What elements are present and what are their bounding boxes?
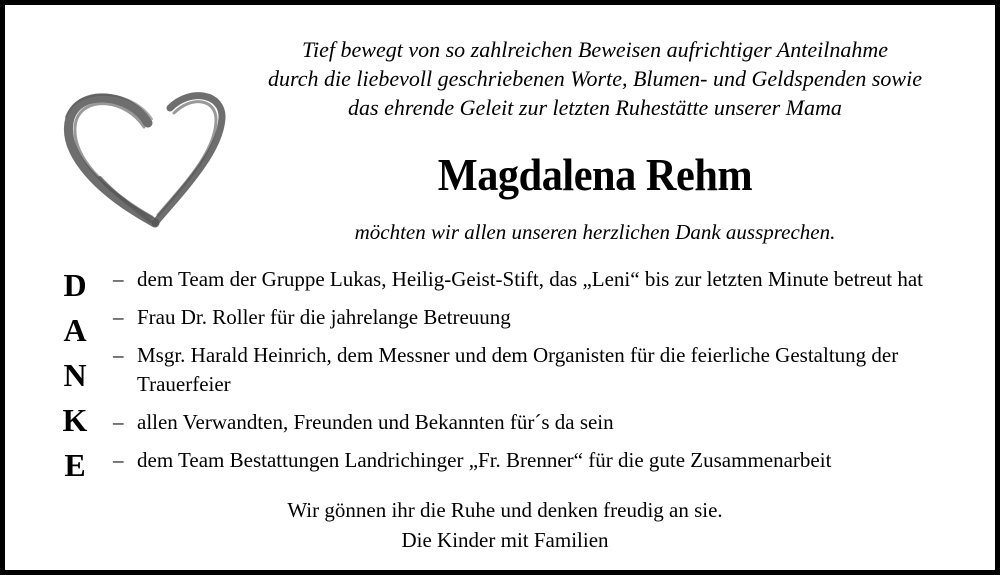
dash: – [113, 343, 124, 367]
danke-letter: A [63, 312, 87, 348]
closing-line: Wir gönnen ihr die Ruhe und denken freudig an sie. [287, 498, 723, 522]
list-item-text: Msgr. Harald Heinrich, dem Messner und dem Organisten für die feierliche Gestaltung der Trauerfeier [137, 343, 899, 396]
danke-vertical [55, 263, 95, 488]
dash: – [113, 410, 124, 434]
danke-letter: K [62, 402, 88, 438]
dash: – [113, 267, 124, 291]
intro-line: durch die liebevoll geschriebenen Worte, Blumen- und Geldspenden sowie [268, 66, 922, 91]
deceased-name: Magdalena Rehm [437, 149, 753, 200]
list-item [113, 341, 993, 399]
list-item [113, 265, 993, 294]
heart-icon [60, 83, 240, 233]
dash: – [113, 448, 124, 472]
dash: – [113, 305, 124, 329]
list-item-text: dem Team der Gruppe Lukas, Heilig-Geist-Stift, das „Leni“ bis zur letzten Minute betreut hat [137, 267, 923, 291]
list-item [113, 408, 993, 437]
danke-letter: N [63, 357, 87, 393]
signature: Die Kinder mit Familien [401, 528, 609, 552]
intro-line: Tief bewegt von so zahlreichen Beweisen aufrichtiger Anteilnahme [302, 37, 888, 62]
list-item-text: dem Team Bestattungen Landrichinger „Fr. Brenner“ für die gute Zusammenarbeit [137, 448, 832, 472]
intro-text [245, 35, 945, 122]
closing [105, 495, 905, 555]
list-item-text: allen Verwandten, Freunden und Bekannten für´s da sein [137, 410, 614, 434]
list-item [113, 303, 993, 332]
thanks-statement: möchten wir allen unseren herzlichen Dank aussprechen. [354, 220, 836, 244]
thanks-list [113, 265, 993, 484]
danke-letter: D [63, 267, 87, 303]
list-item-text: Frau Dr. Roller für die jahrelange Betreuung [137, 305, 511, 329]
list-item [113, 446, 993, 475]
danke-letter: E [64, 447, 86, 483]
intro-line: das ehrende Geleit zur letzten Ruhestätte unserer Mama [348, 95, 842, 120]
